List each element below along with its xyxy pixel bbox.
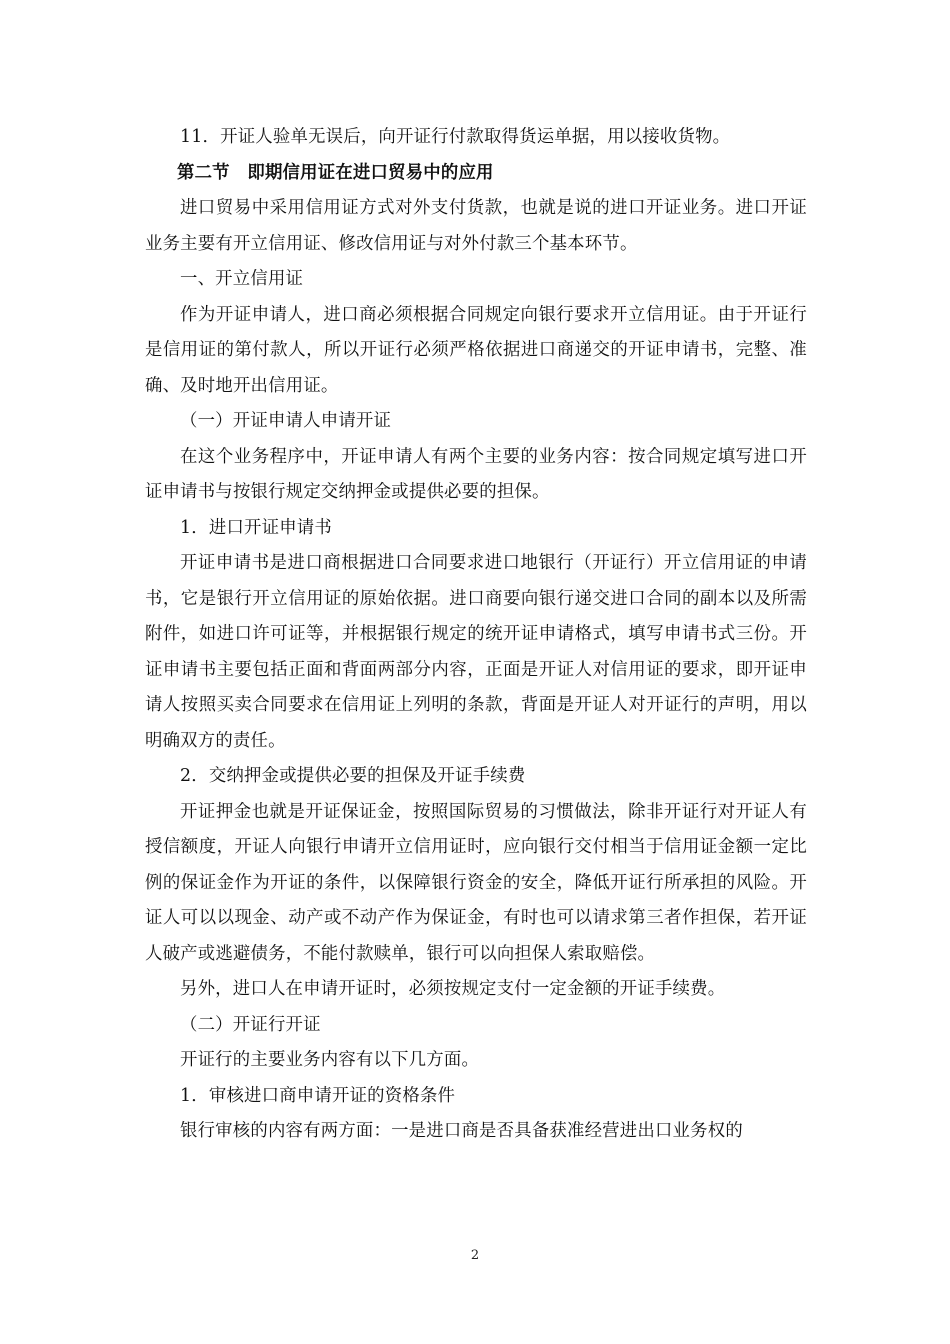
page-number: 2	[470, 1248, 480, 1263]
subheading-application-form: 1．进口开证申请书	[180, 517, 332, 538]
paragraph-fee: 另外，进口人在申请开证时，必须按规定支付一定金额的开证手续费。	[180, 979, 726, 999]
paragraph-review: 银行审核的内容有两方面：一是进口商是否具备获准经营进出口业务权的	[180, 1121, 743, 1141]
paragraph-deposit: 开证押金也就是开证保证金，按照国际贸易的习惯做法，除非开证行对开证人有授信额度，开证人向银行申请开立信用证时，应向银行交付相当于信用证金额一定比例的保证金作为开证的条件，以保障银行资金的安全，降低开证行所承担的风险。开证人可以以现金、动产或不动产作为保证金，有时也可以请求第三者作担保，若开证人破产或逃避债务，不能付款赎单，银行可以向担保人索取赔偿。	[145, 801, 807, 964]
paragraph-intro: 进口贸易中采用信用证方式对外支付货款，也就是说的进口开证业务。进口开证业务主要有开立信用证、修改信用证与对外付款三个基本环节。	[145, 198, 807, 254]
subheading-open-lc: 一、开立信用证	[180, 269, 304, 289]
subheading-deposit: 2．交纳押金或提供必要的担保及开证手续费	[180, 766, 526, 786]
subheading-applicant: （一）开证申请人申请开证	[180, 411, 392, 431]
paragraph-issuing-bank: 开证行的主要业务内容有以下几方面。	[180, 1050, 480, 1070]
paragraph-applicant: 在这个业务程序中，开证申请人有两个主要的业务内容：按合同规定填写进口开证申请书与按银行规定交纳押金或提供必要的担保。	[145, 446, 807, 502]
document-body	[145, 120, 807, 1150]
paragraph-application-form: 开证申请书是进口商根据进口合同要求进口地银行（开证行）开立信用证的申请书，它是银行开立信用证的原始依据。进口商要向银行递交进口合同的副本以及所需附件，如进口许可证等，并根据银行规定的统开证申请格式，填写申请书式三份。开证申请书主要包括正面和背面两部分内容，正面是开证人对信用证的要求，即开证申请人按照买卖合同要求在信用证上列明的条款，背面是开证人对开证行的声明，用以明确双方的责任。	[145, 553, 807, 751]
subheading-review: 1．审核进口商申请开证的资格条件	[180, 1085, 456, 1106]
section-heading: 第二节 即期信用证在进口贸易中的应用	[177, 162, 494, 183]
paragraph-open-lc: 作为开证申请人，进口商必须根据合同规定向银行要求开立信用证。由于开证行是信用证的第付款人，所以开证行必须严格依据进口商递交的开证申请书，完整、准确、及时地开出信用证。	[145, 304, 807, 396]
paragraph-step-11: 11．开证人验单无误后，向开证行付款取得货运单据，用以接收货物。	[180, 127, 731, 147]
subheading-issuing-bank: （二）开证行开证	[180, 1014, 321, 1035]
